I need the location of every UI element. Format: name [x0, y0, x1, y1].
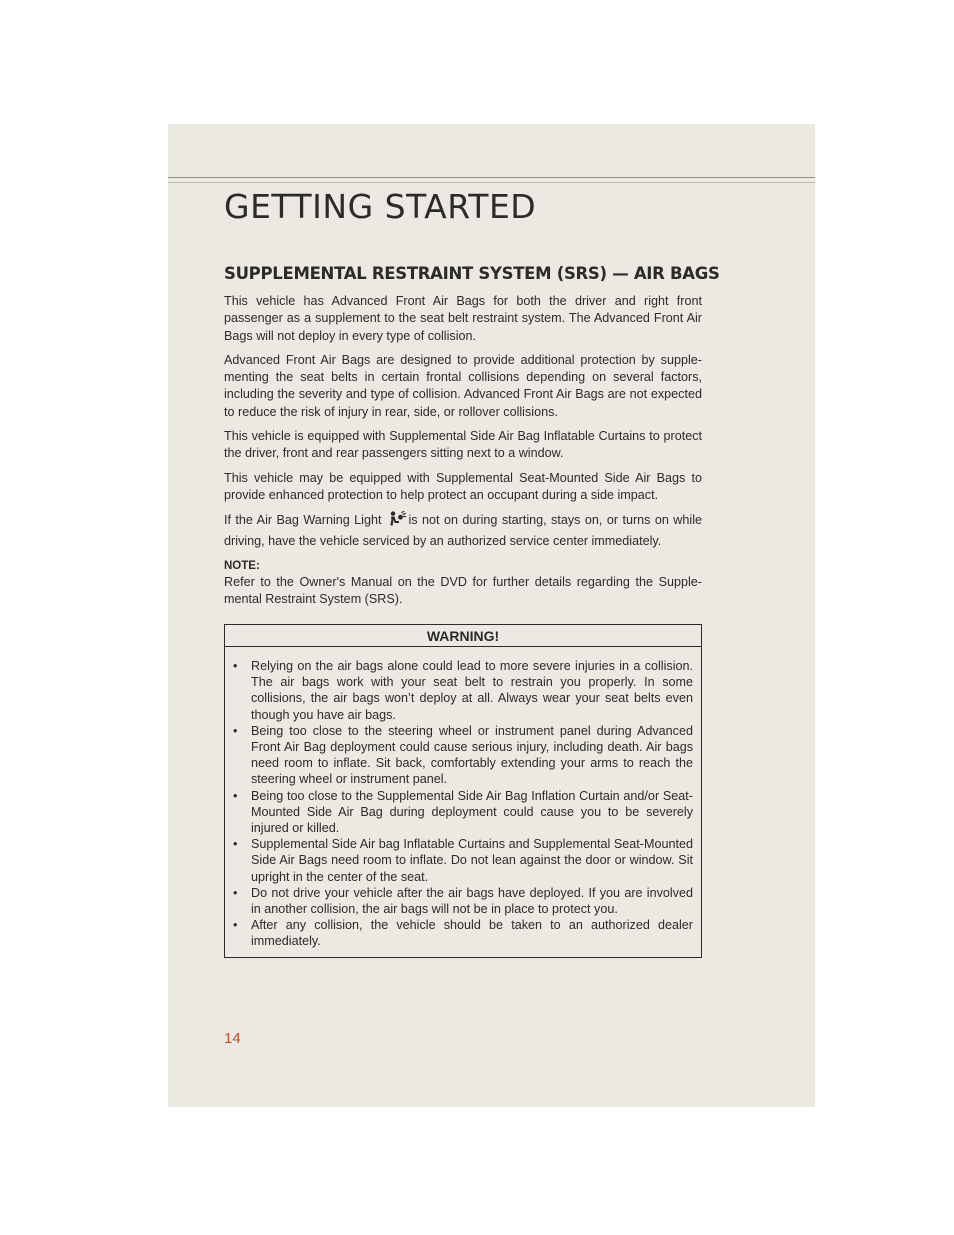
paragraph-warning-light [224, 511, 702, 550]
section-title: GETTING STARTED [224, 187, 537, 226]
article-body [224, 264, 720, 615]
paragraph-3: This vehicle is equipped with Supplemental Side Air Bag Inflatable Curtains to protect the driver, front and rear passengers sitting next to a window. [224, 429, 702, 461]
warning-item: • Do not drive your vehicle after the air bags have deployed. If you are involved in another collision, the air bags will not be in place to protect you. [233, 885, 693, 917]
article-heading: SUPPLEMENTAL RESTRAINT SYSTEM (SRS) — AIR BAGS [224, 264, 720, 283]
warning-item: • Relying on the air bags alone could lead to more severe injuries in a collision. The air bags work with your seat belt to restrain you properly. In some collisions, the air bags won’t deploy at all. Always wear your seat belts even though you have air bags. [233, 658, 693, 723]
warning-light-text-before: If the Air Bag Warning Light [224, 513, 382, 528]
manual-page [168, 124, 815, 1107]
page-number: 14 [224, 1030, 241, 1047]
warning-light-text-after: is not on during starting, stays on, or turns on while driving, have the vehicle serviced by an authorized service center immediately. [224, 513, 702, 548]
note-label: NOTE: [224, 559, 260, 572]
warning-title: WARNING! [225, 625, 701, 647]
warning-box [224, 624, 702, 958]
header-rule-secondary [168, 182, 815, 183]
warning-item: • Supplemental Side Air bag Inflatable Curtains and Supplemental Seat-Mounted Side Air Bags need room to inflate. Do not lean against the door or window. Sit upright in the center of the seat. [233, 836, 693, 885]
paragraph-1: This vehicle has Advanced Front Air Bags for both the driver and right front passenger as a supplement to the seat belt restraint system. The Advanced Front Air Bags will not deploy in every type of collision. [224, 294, 702, 343]
paragraph-4: This vehicle may be equipped with Supplemental Seat-Mounted Side Air Bags to provide enhanced protection to help protect an occupant during a side impact. [224, 470, 702, 502]
warning-item: • Being too close to the Supplemental Side Air Bag Inflation Curtain and/or Seat-Mounted Side Air Bag during deployment could cause you to be severely injured or killed. [233, 788, 693, 837]
header-rule [168, 177, 815, 178]
warning-item: • After any collision, the vehicle should be taken to an authorized dealer immediately. [233, 917, 693, 949]
paragraph-2: Advanced Front Air Bags are designed to provide additional protection by supplementing the seat belts in certain frontal collisions depending on several factors, including the severity and type of collision. Advanced Front Air Bags are not expected to reduce the risk of injury in rear, side, or rollover collisions. [224, 352, 702, 419]
note-text: Refer to the Owner's Manual on the DVD for further details regarding the Supplemental Restraint System (SRS). [224, 574, 702, 607]
warning-item: • Being too close to the steering wheel or instrument panel during Advanced Front Air Bag deployment could cause serious injury, including death. Air bags need room to inflate. Sit back, comfortably extending your arms to reach the steering wheel or instrument panel. [233, 723, 693, 788]
warning-list [225, 647, 701, 957]
airbag-warning-icon [388, 511, 406, 532]
